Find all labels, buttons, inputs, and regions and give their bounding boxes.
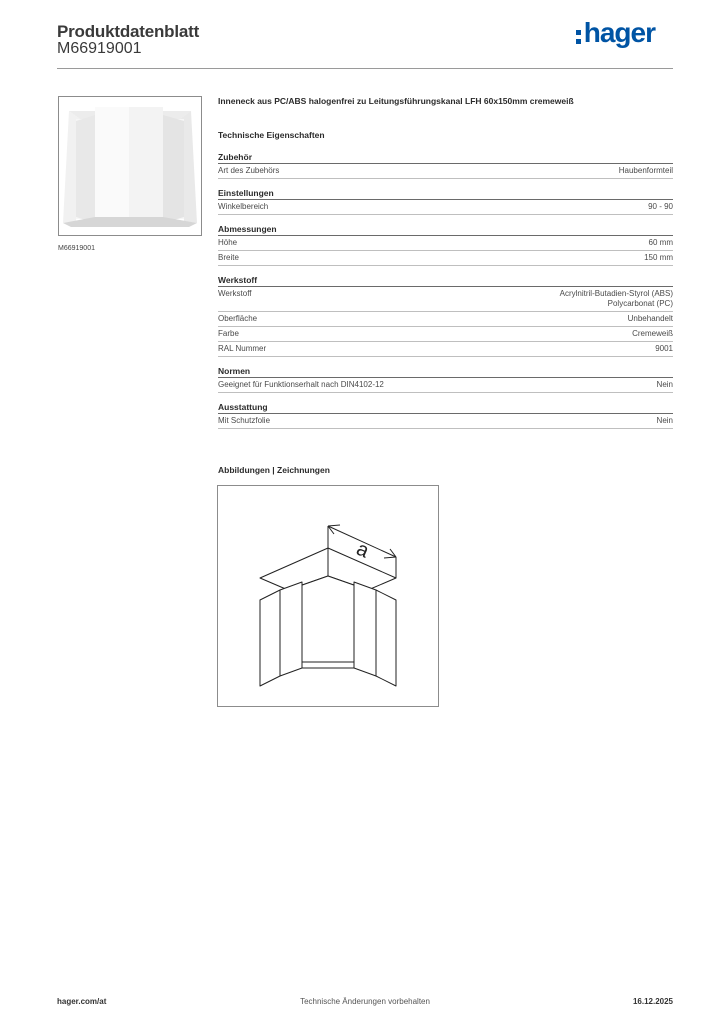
property-row — [218, 414, 673, 429]
property-value — [657, 380, 673, 390]
page-footer — [57, 997, 673, 1009]
property-row — [218, 287, 673, 312]
property-value-line: Cremeweiß — [632, 329, 673, 338]
property-value — [657, 416, 673, 426]
document-title: Produktdatenblatt — [57, 22, 200, 41]
property-value-line: Nein — [656, 380, 673, 389]
property-label: RAL Nummer — [218, 344, 267, 353]
property-label: Mit Schutzfolie — [218, 416, 271, 425]
property-row — [218, 378, 673, 393]
property-value — [655, 344, 673, 354]
dimension-label: a — [353, 537, 373, 563]
property-label: Werkstoff — [218, 289, 252, 298]
product-thumbnail — [58, 96, 202, 236]
property-value — [619, 166, 673, 176]
section-3 — [218, 275, 673, 357]
section-title: Einstellungen — [218, 188, 673, 200]
logo-colon-icon — [576, 30, 581, 44]
property-value — [632, 329, 673, 339]
section-title: Zubehör — [218, 152, 673, 164]
section-1 — [218, 188, 673, 215]
properties-sections — [218, 152, 673, 429]
property-value — [628, 314, 673, 324]
property-value — [644, 253, 673, 263]
section-5 — [218, 402, 673, 429]
property-label: Oberfläche — [218, 314, 258, 323]
property-value — [560, 289, 673, 309]
property-value-line: 90 - 90 — [648, 202, 673, 211]
property-value-line: Unbehandelt — [627, 314, 673, 323]
section-title: Normen — [218, 366, 673, 378]
property-row — [218, 312, 673, 327]
property-row — [218, 251, 673, 266]
page-header — [57, 17, 673, 70]
property-row — [218, 236, 673, 251]
drawings-heading: Abbildungen | Zeichnungen — [218, 465, 330, 475]
hager-logo — [576, 18, 655, 48]
header-divider — [57, 68, 673, 69]
property-label: Geeignet für Funktionserhalt nach DIN4102-12 — [218, 380, 384, 389]
thumbnail-caption: M66919001 — [58, 245, 95, 252]
property-value-line: Acrylnitril-Butadien-Styrol (ABS) — [559, 289, 673, 298]
section-2 — [218, 224, 673, 266]
property-row — [218, 164, 673, 179]
section-title: Abmessungen — [218, 224, 673, 236]
product-details — [218, 96, 673, 438]
technical-properties-heading: Technische Eigenschaften — [218, 130, 325, 140]
product-description: Inneneck aus PC/ABS halogenfrei zu Leitungsführungskanal LFH 60x150mm cremeweiß — [218, 96, 574, 106]
property-value-line: Polycarbonat (PC) — [607, 299, 673, 308]
property-label: Breite — [218, 253, 239, 262]
footer-date: 16.12.2025 — [632, 997, 673, 1006]
property-value — [649, 238, 673, 248]
property-value-line: 60 mm — [648, 238, 673, 247]
property-row — [218, 327, 673, 342]
section-title: Ausstattung — [218, 402, 673, 414]
property-value-line: 9001 — [655, 344, 673, 353]
footer-notice: Technische Änderungen vorbehalten — [300, 997, 430, 1006]
property-value-line: Haubenformteil — [618, 166, 673, 175]
property-label: Farbe — [218, 329, 239, 338]
footer-website: hager.com/at — [57, 997, 107, 1006]
section-0 — [218, 152, 673, 179]
section-4 — [218, 366, 673, 393]
product-code: M66919001 — [57, 40, 142, 57]
property-value — [648, 202, 673, 212]
technical-drawing — [217, 485, 439, 707]
property-row — [218, 342, 673, 357]
property-row — [218, 200, 673, 215]
property-label: Winkelbereich — [218, 202, 269, 211]
section-title: Werkstoff — [218, 275, 673, 287]
logo-text: hager — [583, 17, 655, 48]
property-value-line: 150 mm — [644, 253, 673, 262]
property-label: Höhe — [218, 238, 238, 247]
property-label: Art des Zubehörs — [218, 166, 280, 175]
property-value-line: Nein — [656, 416, 673, 425]
